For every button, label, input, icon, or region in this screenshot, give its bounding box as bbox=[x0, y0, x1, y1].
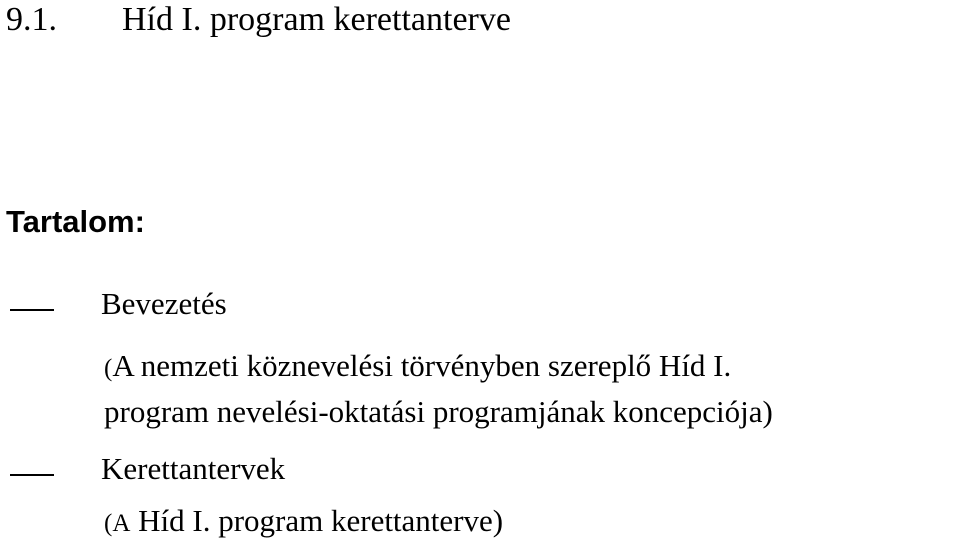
section-number: 9.1. bbox=[6, 1, 57, 38]
contents-item-description-cont: program nevelési-oktatási programjának koncepciója) bbox=[104, 394, 773, 429]
description-rest: Híd I. program kerettanterve) bbox=[130, 503, 504, 538]
bullet-dash bbox=[10, 474, 54, 476]
contents-label: Tartalom: bbox=[6, 204, 145, 239]
section-title: Híd I. program kerettanterve bbox=[122, 1, 511, 38]
open-paren: ( bbox=[104, 355, 113, 382]
description-small-a: A bbox=[112, 510, 131, 537]
contents-item-description bbox=[104, 498, 503, 547]
contents-item-description bbox=[104, 343, 731, 392]
contents-item-title: Bevezetés bbox=[101, 286, 227, 321]
open-paren: ( bbox=[104, 510, 113, 537]
contents-item-title: Kerettantervek bbox=[101, 451, 286, 486]
bullet-dash bbox=[10, 309, 54, 311]
description-line-1: A nemzeti köznevelési törvényben szereplő Híd I. bbox=[112, 348, 732, 383]
